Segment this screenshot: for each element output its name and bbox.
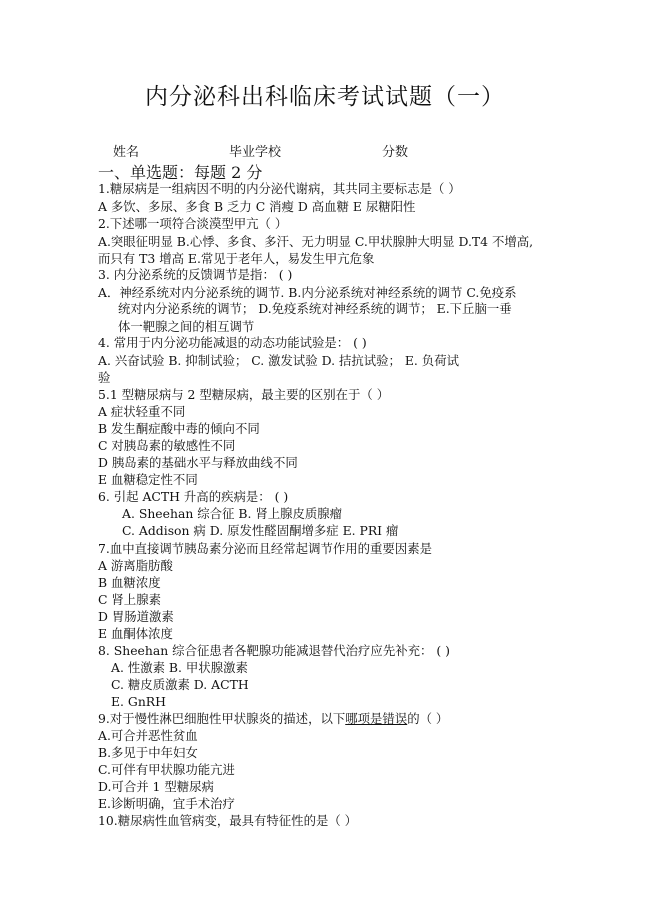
question-7-option-d: D 胃肠道激素 (98, 609, 174, 624)
question-7-option-e: E 血酮体浓度 (98, 626, 173, 641)
question-6-stem: 6. 引起 ACTH 升高的疾病是： ( ) (98, 489, 289, 504)
section-title: 一、单选题：每题 2 分 (98, 163, 263, 182)
question-4-options-line1: A. 兴奋试验 B. 抑制试验； C. 激发试验 D. 拮抗试验； E. 负荷试 (98, 353, 459, 368)
question-9-option-d: D.可合并 1 型糖尿病 (98, 779, 214, 794)
question-9-stem-prefix: 9.对于慢性淋巴细胞性甲状腺炎的描述，以下 (98, 711, 346, 726)
question-5-option-e: E 血糖稳定性不同 (98, 472, 198, 487)
question-3-stem: 3. 内分泌系统的反馈调节是指： ( ) (98, 267, 293, 282)
question-8-stem: 8. Sheehan 综合征患者各靶腺功能减退替代治疗应先补充： ( ) (98, 643, 450, 658)
question-10-stem: 10.糖尿病性血管病变，最具有特征性的是（ ） (98, 813, 358, 828)
question-2-stem: 2.下述哪一项符合淡漠型甲亢（ ） (98, 216, 288, 231)
question-9-option-c: C.可伴有甲状腺功能亢进 (98, 762, 235, 777)
question-7-option-a: A 游离脂肪酸 (98, 558, 173, 573)
question-9-option-a: A.可合并恶性贫血 (98, 728, 198, 743)
question-7-option-c: C 肾上腺素 (98, 592, 161, 607)
question-1-stem: 1.糖尿病是一组病因不明的内分泌代谢病，其共同主要标志是（ ） (98, 181, 461, 196)
question-7-stem: 7.血中直接调节胰岛素分泌而且经常起调节作用的重要因素是 (98, 541, 432, 556)
question-9-stem-suffix: 的（ ） (407, 711, 449, 726)
question-3-options-line2: 统对内分泌系统的调节； D.免疫系统对神经系统的调节； E.下丘脑一垂 (118, 301, 512, 316)
question-5-option-d: D 胰岛素的基础水平与释放曲线不同 (98, 455, 298, 470)
question-5-stem: 5.1 型糖尿病与 2 型糖尿病，最主要的区别在于（ ） (98, 387, 390, 402)
question-6-options-line1: A. Sheehan 综合征 B. 肾上腺皮质腺瘤 (122, 506, 343, 521)
question-9-option-e: E.诊断明确，宜手术治疗 (98, 796, 235, 811)
question-7-option-b: B 血糖浓度 (98, 575, 161, 590)
question-8-options-line3: E. GnRH (111, 694, 166, 709)
question-5-option-b: B 发生酮症酸中毒的倾向不同 (98, 421, 260, 436)
name-label: 姓名 (113, 145, 140, 160)
question-8-options-line1: A. 性激素 B. 甲状腺激素 (111, 660, 248, 675)
question-9-stem (98, 710, 598, 727)
question-1-options: A 多饮、多尿、多食 B 乏力 C 消瘦 D 高血糖 E 尿糖阳性 (98, 199, 416, 214)
page-title: 内分泌科出科临床考试试题（一） (145, 84, 505, 110)
question-3-options-line3: 体一靶腺之间的相互调节 (118, 319, 255, 334)
question-8-options-line2: C. 糖皮质激素 D. ACTH (111, 677, 249, 692)
question-5-option-c: C 对胰岛素的敏感性不同 (98, 438, 236, 453)
question-2-options-line2: 而只有 T3 增高 E.常见于老年人，易发生甲亢危象 (98, 251, 375, 266)
question-9-stem-underlined: 哪项是错误 (345, 711, 408, 726)
question-2-options-line1: A.突眼征明显 B.心悸、多食、多汗、无力明显 C.甲状腺肿大明显 D.T4 不增高, (98, 234, 534, 249)
question-3-options-line1: A．神经系统对内分泌系统的调节. B.内分泌系统对神经系统的调节 C.免疫系 (98, 285, 517, 300)
question-5-option-a: A 症状轻重不同 (98, 404, 186, 419)
school-label: 毕业学校 (229, 145, 282, 160)
question-9-option-b: B.多见于中年妇女 (98, 745, 198, 760)
question-4-stem: 4. 常用于内分泌功能减退的动态功能试验是： ( ) (98, 335, 367, 350)
score-label: 分数 (382, 145, 409, 160)
question-4-options-line2: 验 (98, 370, 111, 385)
question-6-options-line2: C. Addison 病 D. 原发性醛固酮增多症 E. PRI 瘤 (122, 523, 399, 538)
